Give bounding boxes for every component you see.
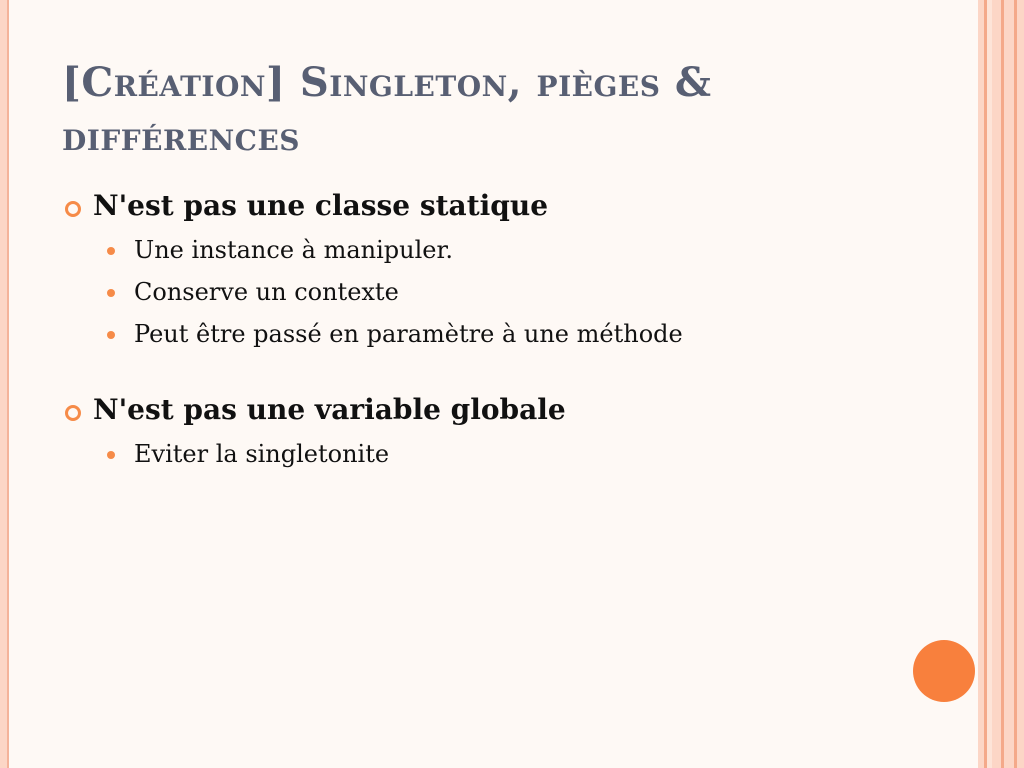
sub-bullet — [62, 234, 902, 266]
sub-bullet-label: Eviter la singletonite — [134, 440, 390, 468]
dot-bullet-icon — [107, 247, 115, 255]
sub-bullet — [62, 438, 902, 470]
sub-bullet — [62, 318, 902, 350]
bullet-level1 — [62, 392, 902, 428]
right-stripes-decoration — [978, 0, 1024, 768]
ring-bullet-icon — [65, 201, 81, 217]
left-border-decoration — [0, 0, 9, 768]
orange-circle-decoration — [913, 640, 975, 702]
bullet-label: N'est pas une variable globale — [93, 393, 566, 426]
bullet-label: N'est pas une classe statique — [93, 189, 549, 222]
sub-bullet — [62, 276, 902, 308]
slide-content — [62, 188, 902, 470]
dot-bullet-icon — [107, 331, 115, 339]
ring-bullet-icon — [65, 405, 81, 421]
bullet-group — [62, 188, 902, 350]
sub-bullet-label: Une instance à manipuler. — [134, 236, 453, 264]
sub-bullet-label: Peut être passé en paramètre à une méthode — [134, 320, 683, 348]
dot-bullet-icon — [107, 451, 115, 459]
bullet-level1 — [62, 188, 902, 224]
sub-bullet-label: Conserve un contexte — [134, 278, 399, 306]
slide-title: [Création] Singleton, pièges & différences — [62, 59, 712, 160]
bullet-group — [62, 392, 902, 470]
dot-bullet-icon — [107, 289, 115, 297]
